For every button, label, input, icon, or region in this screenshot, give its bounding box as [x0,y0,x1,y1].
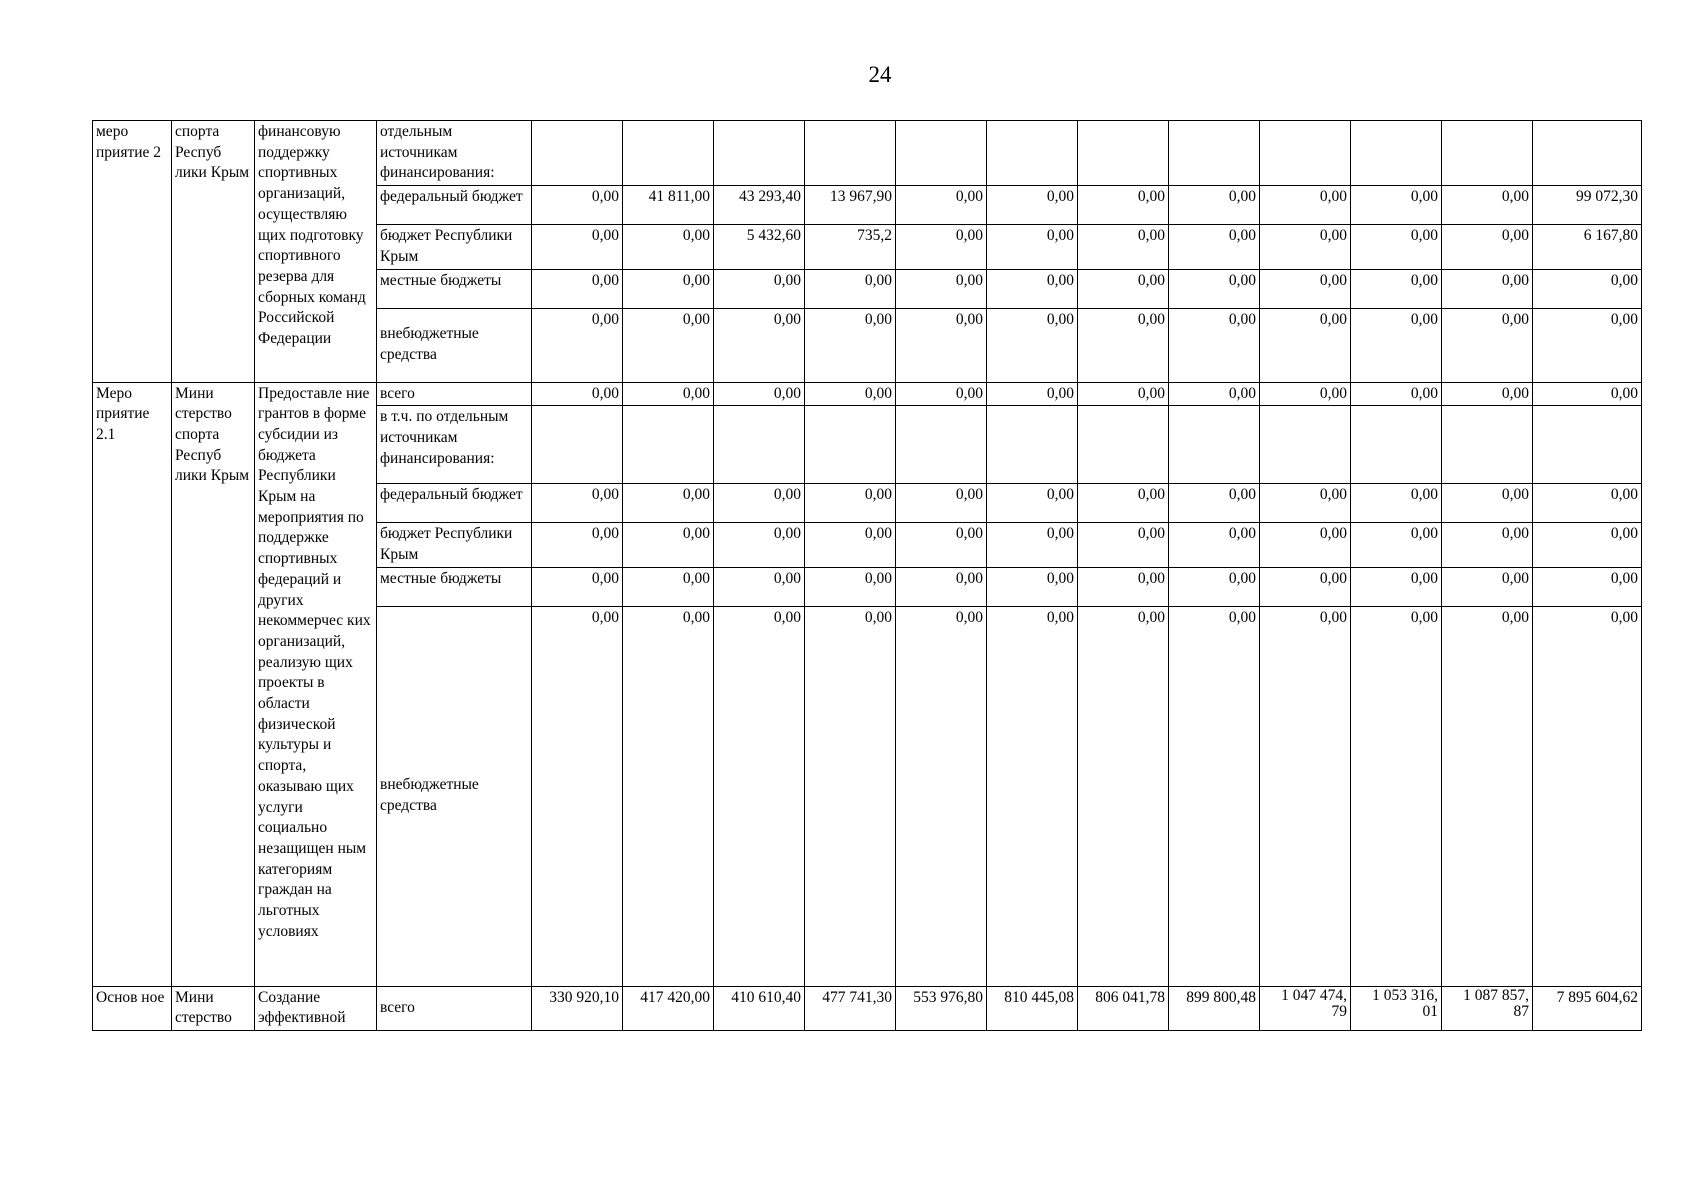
value-cell: 0,00 [1442,225,1533,269]
value-cell [987,121,1078,186]
value-cell: 41 811,00 [623,186,714,225]
value-cell: 0,00 [987,308,1078,382]
value-cell: 0,00 [805,308,896,382]
value-cell: 0,00 [1169,484,1260,523]
value-cell: 0,00 [1260,484,1351,523]
value-cell [532,121,623,186]
value-cell: 0,00 [987,225,1078,269]
description-cell: Предоставле ние грантов в форме субсидии из бюджета Республики Крым на мероприятия по поддержке спортивных федераций и других некоммерчес ких организаций, реализую щих проекты в области физической культуры и спорта, оказываю щих услуги социально незащищен ным категориям граждан на льготных условиях [255,382,377,986]
value-cell: 0,00 [1533,567,1642,606]
table-row [93,382,1642,406]
funding-source-cell: в т.ч. по отдельным источникам финансирования: [377,406,532,484]
value-cell: 330 920,10 [532,986,623,1030]
value-cell [805,121,896,186]
value-cell: 0,00 [1351,382,1442,406]
value-cell [1351,121,1442,186]
value-cell [623,406,714,484]
value-cell: 0,00 [1442,308,1533,382]
value-cell: 0,00 [532,308,623,382]
value-cell: 0,00 [1078,606,1169,986]
value-cell: 0,00 [805,606,896,986]
value-cell: 0,00 [532,567,623,606]
value-cell [987,406,1078,484]
value-cell: 735,2 [805,225,896,269]
funding-source-cell: местные бюджеты [377,269,532,308]
item-code-cell: Меро приятие 2.1 [93,382,172,986]
value-cell [1078,406,1169,484]
value-cell [805,406,896,484]
value-cell: 0,00 [1260,269,1351,308]
value-cell: 0,00 [896,523,987,567]
value-cell: 0,00 [714,484,805,523]
value-cell: 0,00 [1169,567,1260,606]
value-cell [1442,406,1533,484]
executor-cell: Мини стерство [172,986,255,1030]
value-cell: 0,00 [1169,225,1260,269]
funding-source-cell: бюджет Республики Крым [377,225,532,269]
value-cell: 0,00 [532,606,623,986]
value-cell: 0,00 [1442,186,1533,225]
table-row [93,986,1642,1030]
value-cell: 1 053 316, 01 [1351,986,1442,1030]
value-cell: 806 041,78 [1078,986,1169,1030]
value-cell: 410 610,40 [714,986,805,1030]
value-cell: 0,00 [1351,606,1442,986]
value-cell: 0,00 [1442,523,1533,567]
value-cell [1533,121,1642,186]
value-cell [1260,121,1351,186]
value-cell: 0,00 [1078,308,1169,382]
value-cell: 0,00 [1351,484,1442,523]
value-cell: 1 087 857, 87 [1442,986,1533,1030]
value-cell [1351,406,1442,484]
funding-source-cell: бюджет Республики Крым [377,523,532,567]
funding-source-cell: внебюджетные средства [377,606,532,986]
table-row [93,121,1642,186]
value-cell: 99 072,30 [1533,186,1642,225]
value-cell: 0,00 [1351,269,1442,308]
value-cell: 0,00 [532,225,623,269]
value-cell: 0,00 [987,269,1078,308]
value-cell: 0,00 [714,523,805,567]
value-cell: 0,00 [896,567,987,606]
value-cell: 0,00 [896,186,987,225]
budget-table [92,120,1642,1031]
value-cell: 0,00 [1078,225,1169,269]
value-cell: 0,00 [1260,225,1351,269]
value-cell: 899 800,48 [1169,986,1260,1030]
value-cell: 0,00 [532,484,623,523]
value-cell: 0,00 [1169,186,1260,225]
value-cell: 0,00 [1442,382,1533,406]
value-cell: 0,00 [623,225,714,269]
value-cell [1169,121,1260,186]
value-cell: 0,00 [1533,382,1642,406]
value-cell [714,121,805,186]
value-cell: 0,00 [1260,382,1351,406]
value-cell [714,406,805,484]
value-cell: 0,00 [1169,606,1260,986]
item-code-cell: меро приятие 2 [93,121,172,383]
value-cell: 0,00 [1533,269,1642,308]
funding-source-cell: всего [377,986,532,1030]
value-cell: 0,00 [805,269,896,308]
value-cell: 0,00 [1260,606,1351,986]
value-cell: 0,00 [1078,382,1169,406]
value-cell: 0,00 [1442,484,1533,523]
value-cell: 0,00 [623,269,714,308]
value-cell: 0,00 [1169,308,1260,382]
value-cell: 0,00 [623,308,714,382]
value-cell: 0,00 [1351,308,1442,382]
description-cell: Создание эффективной [255,986,377,1030]
value-cell: 0,00 [1442,606,1533,986]
value-cell: 0,00 [1442,567,1533,606]
funding-source-cell: местные бюджеты [377,567,532,606]
value-cell: 0,00 [1078,523,1169,567]
value-cell: 0,00 [623,523,714,567]
funding-source-cell: федеральный бюджет [377,484,532,523]
description-cell: финансовую поддержку спортивных организаций, осуществляю щих подготовку спортивного резерва для сборных команд Российской Федерации [255,121,377,383]
executor-cell: спорта Респуб лики Крым [172,121,255,383]
funding-source-cell: отдельным источникам финансирования: [377,121,532,186]
value-cell: 0,00 [805,484,896,523]
value-cell: 0,00 [1169,269,1260,308]
value-cell: 0,00 [1260,186,1351,225]
value-cell: 0,00 [987,523,1078,567]
page-number: 24 [868,62,892,87]
value-cell: 0,00 [805,523,896,567]
value-cell: 0,00 [714,269,805,308]
value-cell: 0,00 [714,606,805,986]
value-cell: 0,00 [623,382,714,406]
funding-source-cell: федеральный бюджет [377,186,532,225]
value-cell: 0,00 [896,269,987,308]
executor-cell: Мини стерство спорта Респуб лики Крым [172,382,255,986]
value-cell: 0,00 [1260,567,1351,606]
value-cell: 0,00 [896,606,987,986]
value-cell: 13 967,90 [805,186,896,225]
value-cell: 0,00 [896,484,987,523]
value-cell: 810 445,08 [987,986,1078,1030]
value-cell: 0,00 [532,523,623,567]
item-code-cell: Основ ное [93,986,172,1030]
value-cell: 0,00 [1078,567,1169,606]
value-cell: 0,00 [714,308,805,382]
value-cell: 0,00 [1078,484,1169,523]
value-cell [896,406,987,484]
value-cell: 0,00 [714,382,805,406]
value-cell: 0,00 [1260,308,1351,382]
value-cell [1078,121,1169,186]
value-cell: 0,00 [987,567,1078,606]
value-cell: 0,00 [623,606,714,986]
value-cell: 0,00 [1351,186,1442,225]
value-cell [1442,121,1533,186]
value-cell: 0,00 [896,308,987,382]
value-cell: 0,00 [1442,269,1533,308]
value-cell: 0,00 [1351,225,1442,269]
value-cell: 1 047 474, 79 [1260,986,1351,1030]
value-cell: 0,00 [532,186,623,225]
value-cell: 0,00 [805,567,896,606]
funding-source-cell: всего [377,382,532,406]
value-cell: 0,00 [805,382,896,406]
value-cell: 0,00 [987,484,1078,523]
value-cell [1533,406,1642,484]
funding-source-cell: внебюджетные средства [377,308,532,382]
value-cell: 6 167,80 [1533,225,1642,269]
value-cell: 0,00 [1078,269,1169,308]
value-cell: 43 293,40 [714,186,805,225]
value-cell: 0,00 [1533,308,1642,382]
value-cell: 0,00 [1351,567,1442,606]
value-cell: 0,00 [1533,523,1642,567]
value-cell: 0,00 [1169,382,1260,406]
value-cell: 0,00 [896,225,987,269]
value-cell: 417 420,00 [623,986,714,1030]
value-cell: 0,00 [1078,186,1169,225]
value-cell [623,121,714,186]
value-cell: 0,00 [987,186,1078,225]
value-cell: 7 895 604,62 [1533,986,1642,1030]
value-cell: 0,00 [987,606,1078,986]
value-cell: 477 741,30 [805,986,896,1030]
value-cell: 0,00 [987,382,1078,406]
value-cell: 0,00 [1260,523,1351,567]
value-cell [896,121,987,186]
value-cell: 0,00 [1169,523,1260,567]
value-cell: 0,00 [714,567,805,606]
value-cell: 0,00 [532,269,623,308]
value-cell: 0,00 [623,567,714,606]
value-cell: 553 976,80 [896,986,987,1030]
value-cell: 0,00 [1351,523,1442,567]
value-cell: 0,00 [1533,484,1642,523]
value-cell: 0,00 [896,382,987,406]
value-cell: 0,00 [1533,606,1642,986]
value-cell [1260,406,1351,484]
value-cell [1169,406,1260,484]
value-cell: 0,00 [532,382,623,406]
value-cell: 5 432,60 [714,225,805,269]
value-cell [532,406,623,484]
value-cell: 0,00 [623,484,714,523]
